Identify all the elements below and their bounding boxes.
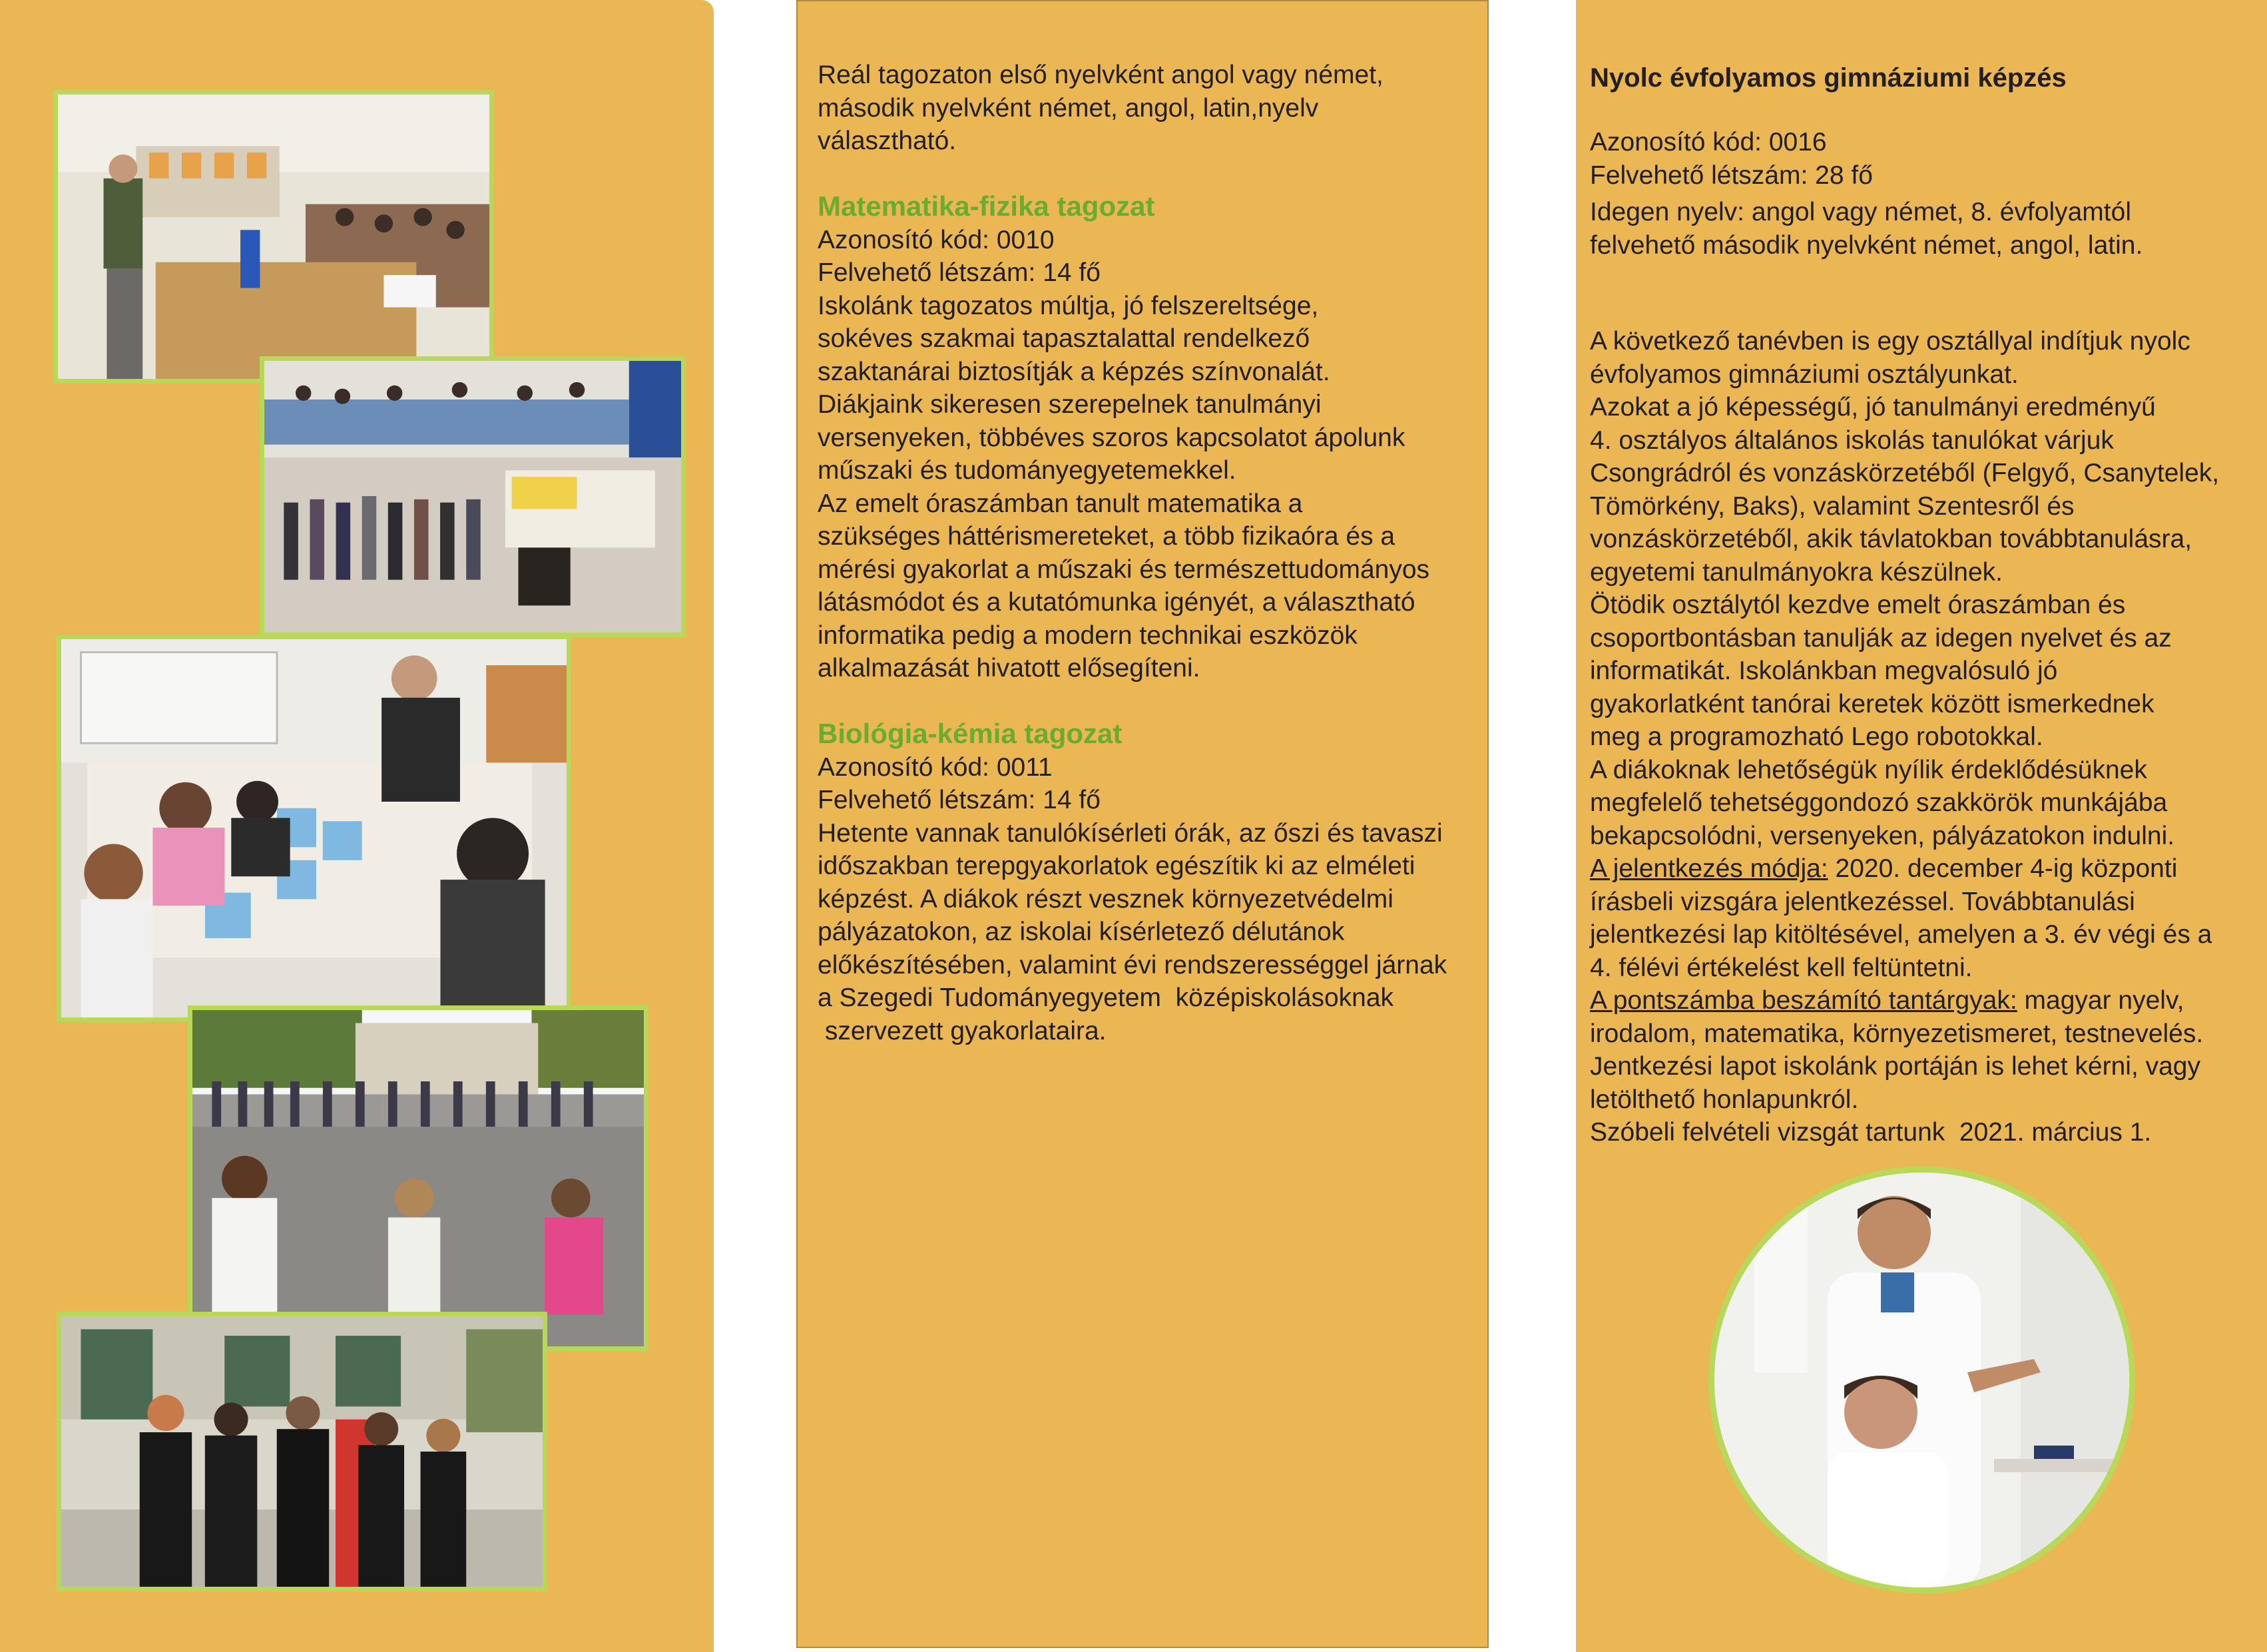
body-line: előkészítésében, valamint évi rendszerességgel járnak [818,950,1447,979]
body-line: versenyeken, többéves szoros kapcsolatot ápolunk [818,423,1405,452]
lego-robotics-photo [57,635,571,1022]
body-line: időszakban terepgyakorlatok egészítik ki az elméleti [818,852,1415,880]
body-line: Szóbeli felvételi vizsgát tartunk 2021. március 1. [1590,1118,2152,1147]
body-line: mérési gyakorlat a műszaki és természettudományos [818,555,1430,584]
bio-chem-heading: Biológia-kémia tagozat [818,717,1123,749]
body-line: csoportbontásban tanulják az idegen nyelvet és az [1590,623,2172,653]
eight-year-capacity: Felvehető létszám: 28 fő [1590,160,1873,190]
body-line: Jentkezési lapot iskolánk portáján is lehet kérni, vagy [1590,1052,2200,1081]
math-physics-section [818,189,1477,685]
body-line: bekapcsolódni, versenyeken, pályázatokon indulni. [1590,821,2175,850]
intro-line: választható. [818,127,957,155]
body-line: Iskolánk tagozatos múltja, jó felszereltsége, [818,291,1319,320]
intro-line: Reál tagozaton első nyelvként angol vagy német, [818,61,1384,89]
body-line: irodalom, matematika, környezetismeret, testnevelés. [1590,1019,2204,1048]
eight-year-code: Azonosító kód: 0016 [1590,128,1827,156]
subjects-line [1590,984,2256,1017]
body-line: szervezett gyakorlataira. [818,1016,1107,1045]
body-line: látásmódot és a kutatómunka igényét, a választható [818,588,1415,617]
body-line: 4. félévi értékelést kell feltüntetni. [1590,953,1973,982]
body-line: alkalmazását hivatott elősegíteni. [818,654,1200,683]
intro-paragraph [818,59,1477,158]
body-line: informatika pedig a modern technikai eszközök [818,621,1358,650]
application-method-text: 2020. december 4-ig központi [1828,854,2178,883]
atrium-event-photo [260,356,686,637]
schoolyard-students-photo [188,1005,648,1351]
body-line: műszaki és tudományegyetemekkel. [818,456,1236,485]
application-method-line [1590,852,2256,886]
body-line: meg a programozható Lego robotokkal. [1590,722,2043,751]
intro-line: második nyelvként német, angol, latin,nyelv [818,93,1319,123]
body-line: szükséges háttérismereteket, a több fizikaóra és a [818,522,1395,551]
body-line: letölthető honlapunkról. [1590,1085,1859,1114]
body-line: szaktanárai biztosítják a képzés színvonalát. [818,357,1330,386]
body-line: Csongrádról és vonzáskörzetéből (Felgyő, Csanytelek, [1590,459,2220,487]
body-line: Diákjaink sikeresen szerepelnek tanulmányi [818,390,1322,419]
bio-chem-code: Azonosító kód: 0011 [818,752,1053,782]
body-line: Tömörkény, Baks), valamint Szentesről és [1590,491,2075,521]
math-physics-capacity: Felvehető létszám: 14 fő [818,258,1101,287]
eight-year-title: Nyolc évfolyamos gimnáziumi képzés [1590,63,2067,93]
body-line: 4. osztályos általános iskolás tanulókat várjuk [1590,425,2114,455]
body-line: Ötödik osztálytól kezdve emelt óraszámban és [1590,591,2126,619]
math-physics-code: Azonosító kód: 0010 [818,225,1055,254]
body-line: Azokat a jó képességű, jó tanulmányi eredményű [1590,393,2156,421]
classroom-lecture-photo [53,90,494,384]
body-line: A diákoknak lehetőségük nyílik érdeklődésüknek [1590,755,2147,784]
body-line: sokéves szakmai tapasztalattal rendelkező [818,324,1310,353]
body-line: Az emelt óraszámban tanult matematika a [818,489,1303,518]
language-line: felvehető második nyelvként német, angol, latin. [1590,230,2143,260]
body-line: megfelelő tehetséggondozó szakkörök munkájába [1590,788,2168,817]
body-line: évfolyamos gimnáziumi osztályunkat. [1590,360,2019,389]
subjects-text: magyar nyelv, [2017,986,2184,1015]
santa-costume-group-photo [57,1312,547,1591]
body-line: a Szegedi Tudományegyetem középiskolásoknak [818,983,1394,1012]
bio-chem-section [818,716,1477,1048]
body-line: írásbeli vizsgára jelentkezéssel. Továbbtanulási [1590,887,2135,916]
body-line: pályázatokon, az iskolai kísérletező délutánok [818,918,1345,946]
language-line: Idegen nyelv: angol vagy német, 8. évfolyamtól [1590,198,2131,226]
body-line: Hetente vannak tanulókísérleti órák, az őszi és tavaszi [818,818,1443,848]
middle-text-column [818,59,1477,1047]
math-physics-heading: Matematika-fizika tagozat [818,190,1155,222]
body-line: A következő tanévben is egy osztállyal indítjuk nyolc [1590,327,2190,356]
right-text-column [1590,61,2256,1149]
body-line: képzést. A diákok részt vesznek környezetvédelmi [818,884,1393,914]
body-line: informatikát. Iskolánkban megvalósuló jó [1590,657,2058,685]
body-line: gyakorlatként tanórai keretek között ismerkednek [1590,689,2154,718]
bio-chem-capacity: Felvehető létszám: 14 fő [818,786,1101,814]
body-line: vonzáskörzetéből, akik távlatokban továbbtanulásra, [1590,525,2192,553]
body-line: jelentkezési lap kitöltésével, amelyen a 3. év végi és a [1590,920,2212,949]
lab-teacher-student-photo [1708,1167,2135,1593]
application-method-label: A jelentkezés módja: [1590,854,1828,883]
body-line: egyetemi tanulmányokra készülnek. [1590,557,2003,587]
subjects-label: A pontszámba beszámító tantárgyak: [1590,986,2017,1015]
